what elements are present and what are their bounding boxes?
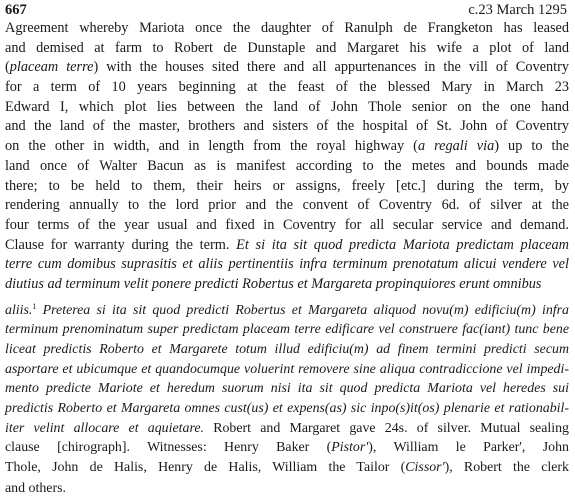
latin-paragraph: [5, 301, 569, 499]
text-line: [5, 157, 569, 177]
italic-run: Pistor': [331, 440, 369, 456]
text-run: ) with the houses sited there and all appurtenances in the vill of Coventry: [93, 59, 569, 76]
text-line: [5, 275, 569, 295]
italic-run: asportare et ubicumque et quandocumque voluerint removere sine aliqua contradiccione vel impedi-: [5, 361, 569, 377]
text-line: [5, 399, 569, 419]
text-line: [5, 379, 569, 399]
text-line: [5, 360, 569, 380]
text-run: ) up to the: [494, 138, 569, 155]
italic-run: Cissor': [405, 460, 445, 476]
text-line: [5, 196, 569, 216]
text-line: [5, 78, 569, 98]
text-run: for a term of 10 years beginning at the feast of the blessed Mary in March 23: [5, 79, 569, 96]
text-line: [5, 479, 569, 499]
text-run: Clause for warranty during the term.: [5, 236, 237, 253]
text-line: [5, 438, 569, 458]
entry-number: 667: [5, 2, 27, 18]
text-run: rendering annually to the lord prior and the convent of Coventry 6d. of silver at the: [5, 197, 569, 214]
text-run: and others.: [5, 480, 66, 496]
text-line: [5, 39, 569, 59]
text-line: [5, 19, 569, 39]
italic-run: Preterea si ita sit quod predicti Robertus et Margareta aliquod novu(m) edificiu(m) infra: [36, 302, 569, 318]
text-line: [5, 177, 569, 197]
italic-run: aliis.: [5, 302, 33, 318]
text-line: [5, 216, 569, 236]
italic-run: iter velint allocare et aquietare.: [5, 420, 204, 436]
entry-date: c.23 March 1295: [468, 2, 567, 18]
italic-run: Et si ita sit quod predicta Mariota predictam placeam: [236, 236, 569, 253]
text-line: [5, 137, 569, 157]
italic-run: terminum prenominatum super predictam placeam terre edificare vel construere fac(iant) tunc bene: [5, 322, 569, 338]
text-run: four terms of the year usual and fixed in Coventry for all secular service and demand.: [5, 216, 569, 233]
text-line: [5, 236, 569, 256]
text-line: [5, 301, 569, 321]
text-run: Edward I, which plot lies between the land of John Thole senior on the one hand: [5, 98, 569, 115]
text-run: clause [chirograph]. Witnesses: Henry Baker (: [5, 440, 332, 456]
text-line: [5, 419, 569, 439]
italic-run: placeam terre: [9, 59, 94, 76]
italic-run: liceat predictis Roberto et Margarete totum illud edificiu(m) ad finem termini predicti secum: [5, 342, 569, 357]
text-run: Thole, John de Halis, Henry de Halis, William the Tailor (: [5, 460, 406, 476]
text-run: on the other in width, and in length from the royal highway (: [5, 138, 418, 155]
italic-run: diutius ad terminum velit ponere predicti Robertus et Margareta propinquiores erunt omnibus: [5, 275, 542, 292]
document-page: [5, 2, 569, 499]
italic-run: mento predicte Mariote et heredum suorum nisi ita sit quod predicta Mariota vel heredes sui: [5, 381, 569, 397]
text-run: Agreement whereby Mariota once the daughter of Ranulph de Frangketon has leased: [5, 20, 569, 36]
italic-run: a regali via: [417, 138, 495, 155]
text-line: [5, 98, 569, 118]
footnote-marker: 1: [32, 301, 37, 311]
text-run: ), William le Parker', John: [368, 440, 569, 456]
text-run: and the land of the master, brothers and sisters of the hospital of St. John of Coventry: [5, 118, 569, 135]
text-run: ), Robert the clerk: [444, 460, 569, 476]
text-line: [5, 117, 569, 137]
english-paragraph: [5, 19, 569, 295]
text-run: and demised at farm to Robert de Dunstaple and Margaret his wife a plot of land: [5, 39, 569, 56]
text-line: [5, 255, 569, 275]
text-run: (: [5, 59, 10, 76]
text-line: [5, 458, 569, 478]
text-run: there; to be held to them, their heirs or assigns, freely [etc.] during the term, by: [5, 177, 569, 194]
italic-run: predictis Roberto et Margareta omnes cust(us) et expens(as) sic inpo(s)it(os) plenarie et rationabil-: [5, 401, 569, 417]
text-run: Robert and Margaret gave 24s. of silver. Mutual sealing: [203, 420, 569, 436]
entry-header: [5, 2, 569, 19]
text-run: land once of Walter Bacun as is manifest according to the metes and bounds made: [5, 157, 569, 174]
italic-run: terre cum domibus suprasitis et aliis pertinentiis infra terminum prenotatum alicui vendere vel: [5, 256, 569, 273]
text-line: [5, 320, 569, 340]
text-line: [5, 340, 569, 360]
text-line: [5, 58, 569, 78]
